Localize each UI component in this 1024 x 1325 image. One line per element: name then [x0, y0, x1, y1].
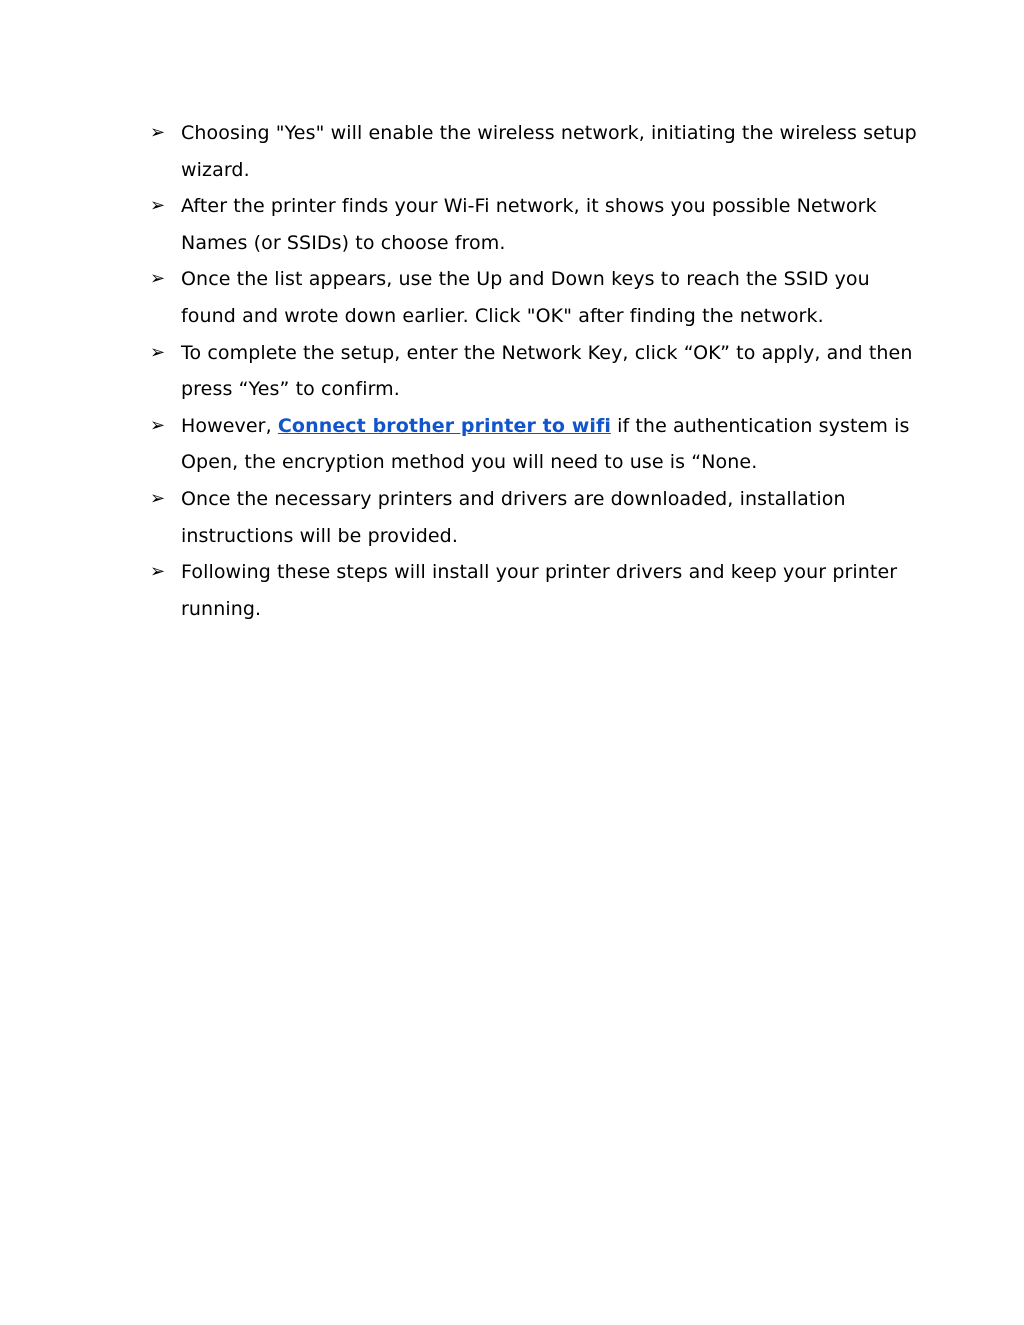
list-item [150, 481, 920, 554]
list-item-text: Once the list appears, use the Up and Down keys to reach the SSID you found and wrote down earlier. Click "OK" after finding the network. [181, 268, 870, 327]
list-item [150, 335, 920, 408]
arrowhead-bullet-icon: ➢ [150, 561, 166, 583]
list-item [150, 408, 920, 481]
list-item [150, 554, 920, 627]
list-item-text: Choosing "Yes" will enable the wireless network, initiating the wireless setup wizard. [181, 122, 917, 181]
bullet-list [150, 115, 920, 627]
list-item [150, 115, 920, 188]
arrowhead-bullet-icon: ➢ [150, 487, 166, 509]
list-item-text-after-link: if the authentication system is Open, the encryption method you will need to use is “None. [181, 414, 910, 474]
arrowhead-bullet-icon: ➢ [150, 195, 166, 217]
list-item-text-before-link: However, [181, 414, 278, 437]
arrowhead-bullet-icon: ➢ [150, 268, 166, 290]
arrowhead-bullet-icon: ➢ [150, 414, 166, 436]
list-item [150, 188, 920, 261]
list-item-text: Once the necessary printers and drivers are downloaded, installation instructions will be provided. [181, 487, 846, 547]
list-item [150, 261, 920, 334]
arrowhead-bullet-icon: ➢ [150, 341, 166, 363]
list-item-text: Following these steps will install your printer drivers and keep your printer running. [181, 561, 898, 620]
list-item-text: To complete the setup, enter the Network Key, click “OK” to apply, and then press “Yes” to confirm. [181, 341, 913, 401]
connect-printer-wifi-link[interactable]: Connect brother printer to wifi [277, 414, 611, 437]
arrowhead-bullet-icon: ➢ [150, 122, 166, 143]
list-item-text: After the printer finds your Wi-Fi network, it shows you possible Network Names (or SSIDs) to choose from. [181, 195, 877, 254]
